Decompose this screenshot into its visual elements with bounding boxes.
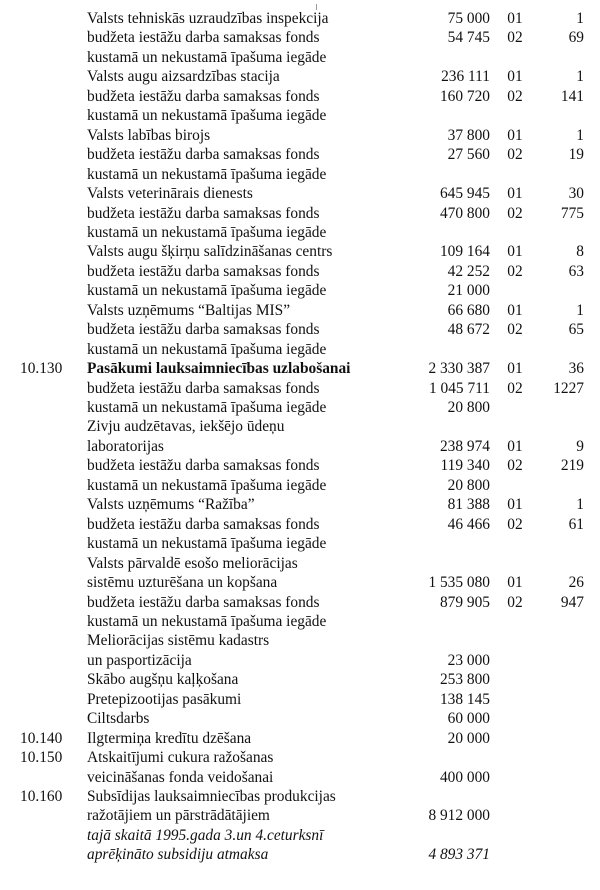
row-count: 1 [576,496,584,514]
row-kind-code: 01 [507,496,523,514]
row-count: 63 [568,262,584,280]
row-count: 1 [576,301,584,319]
row-description: kustamā un nekustamā īpašuma iegāde [87,612,327,630]
row-amount: 645 945 [439,185,490,203]
row-amount: 2 330 387 [428,360,490,378]
row-amount: 48 672 [447,321,490,339]
row-description: budžeta iestāžu darba samaksas fonds [87,593,320,611]
row-amount: 81 388 [447,496,490,514]
row-amount: 160 720 [439,87,490,105]
row-kind-code: 02 [507,593,523,611]
row-amount: 119 340 [440,457,490,475]
row-description: kustamā un nekustamā īpašuma iegāde [87,165,327,183]
row-count: 1 [576,68,584,86]
row-count: 1227 [553,379,584,397]
row-description: Valsts pārvaldē esošo meliorācijas [87,554,298,572]
row-kind-code: 01 [507,243,523,261]
row-description: Pasākumi lauksaimniecības uzlabošanai [87,360,351,378]
row-count: 947 [560,593,584,611]
row-description: un pasportizācija [87,651,192,669]
row-description: kustamā un nekustamā īpašuma iegāde [87,282,327,300]
row-description: Ilgtermiņa kredītu dzēšana [87,729,252,747]
row-description: kustamā un nekustamā īpašuma iegāde [87,48,327,66]
row-kind-code: 02 [507,379,523,397]
row-code: 10.160 [20,788,63,805]
row-count: 26 [568,574,584,592]
row-amount: 21 000 [447,282,490,300]
row-count: 141 [560,87,584,105]
row-code: 10.130 [20,360,63,378]
row-count: 61 [568,515,584,533]
row-amount: 1 535 080 [428,574,490,592]
row-amount: 20 000 [447,729,490,747]
row-count: 9 [576,437,584,455]
row-description: kustamā un nekustamā īpašuma iegāde [87,535,327,553]
row-description: Valsts augu aizsardzības stacija [87,68,280,86]
row-amount: 238 974 [439,437,490,455]
row-amount: 236 111 [441,68,490,86]
row-kind-code: 01 [507,301,523,319]
row-description: budžeta iestāžu darba samaksas fonds [87,146,320,164]
row-amount: 60 000 [447,710,490,728]
row-count: 219 [560,457,584,475]
row-kind-code: 02 [507,457,523,475]
row-description: Valsts tehniskās uzraudzības inspekcija [87,10,329,27]
row-description: budžeta iestāžu darba samaksas fonds [87,379,320,397]
row-count: 1 [576,10,584,27]
row-description: veicināšanas fonda veidošanai [87,768,274,786]
row-amount: 75 000 [447,10,490,27]
row-description: kustamā un nekustamā īpašuma iegāde [87,107,327,125]
row-description: Ciltsdarbs [87,710,150,728]
row-description: sistēmu uzturēšana un kopšana [87,574,278,592]
row-description: budžeta iestāžu darba samaksas fonds [87,87,320,105]
row-kind-code: 01 [507,10,523,27]
row-amount: 27 560 [447,146,490,164]
row-description: budžeta iestāžu darba samaksas fonds [87,515,320,533]
row-amount: 253 800 [439,671,490,689]
row-kind-code: 02 [507,204,523,222]
row-description: budžeta iestāžu darba samaksas fonds [87,262,320,280]
row-amount: 1 045 711 [429,379,490,397]
row-count: 30 [568,185,584,203]
row-description: kustamā un nekustamā īpašuma iegāde [87,340,327,358]
row-amount: 46 466 [447,515,490,533]
row-amount: 8 912 000 [428,807,490,825]
row-code: 10.140 [20,729,63,747]
row-description: Skābo augšņu kaļķošana [87,671,239,689]
row-kind-code: 01 [507,360,523,378]
row-description: aprēķināto subsidiju atmaksa [87,846,269,864]
row-amount: 4 893 371 [428,846,490,864]
row-amount: 879 905 [439,593,490,611]
row-description: ražotājiem un pārstrādātājiem [87,807,270,825]
row-description: Pretepizootijas pasākumi [87,690,242,708]
row-amount: 20 800 [447,476,490,494]
row-description: Meliorācijas sistēmu kadastrs [87,632,270,650]
row-kind-code: 02 [507,262,523,280]
row-kind-code: 01 [507,126,523,144]
row-count: 69 [568,29,584,47]
row-kind-code: 01 [507,437,523,455]
row-amount: 20 800 [447,399,490,416]
row-amount: 23 000 [447,651,490,669]
row-kind-code: 01 [507,68,523,86]
row-kind-code: 02 [507,146,523,164]
table-row [0,844,600,866]
row-description: kustamā un nekustamā īpašuma iegāde [87,223,327,241]
row-description: budžeta iestāžu darba samaksas fonds [87,204,320,222]
row-amount: 138 145 [439,690,490,708]
row-kind-code: 02 [507,321,523,339]
row-amount: 66 680 [447,301,490,319]
row-amount: 470 800 [439,204,490,222]
row-description: Zivju audzētavas, iekšējo ūdeņu [87,418,285,436]
row-amount: 54 745 [447,29,490,47]
row-kind-code: 02 [507,29,523,47]
row-count: 8 [576,243,584,261]
row-amount: 37 800 [447,126,490,144]
row-description: budžeta iestāžu darba samaksas fonds [87,321,320,339]
row-kind-code: 02 [507,87,523,105]
row-description: Valsts labības birojs [87,126,211,144]
row-count: 36 [568,360,584,378]
row-kind-code: 02 [507,515,523,533]
row-code: 10.150 [20,749,63,767]
row-description: budžeta iestāžu darba samaksas fonds [87,457,320,475]
row-count: 775 [560,204,584,222]
row-description: Subsīdijas lauksaimniecības produkcijas [87,788,336,805]
row-kind-code: 01 [507,185,523,203]
row-description: kustamā un nekustamā īpašuma iegāde [87,399,327,416]
row-description: Valsts uzņēmums “Baltijas MIS” [87,301,291,319]
row-count: 19 [568,146,584,164]
row-count: 1 [576,126,584,144]
row-description: Valsts veterinārais dienests [87,185,253,203]
row-description: Valsts uzņēmums “Ražība” [87,496,255,514]
row-amount: 109 164 [439,243,490,261]
row-description: kustamā un nekustamā īpašuma iegāde [87,476,327,494]
row-amount: 400 000 [439,768,490,786]
row-description: tajā skaitā 1995.gada 3.un 4.ceturksnī [87,826,324,844]
row-description: Valsts augu šķirņu salīdzināšanas centrs [87,243,333,261]
row-description: Atskaitījumi cukura ražošanas [87,749,274,767]
row-amount: 42 252 [447,262,490,280]
row-count: 65 [568,321,584,339]
row-description: laboratorijas [87,437,164,455]
row-kind-code: 01 [507,574,523,592]
row-description: budžeta iestāžu darba samaksas fonds [87,29,320,47]
